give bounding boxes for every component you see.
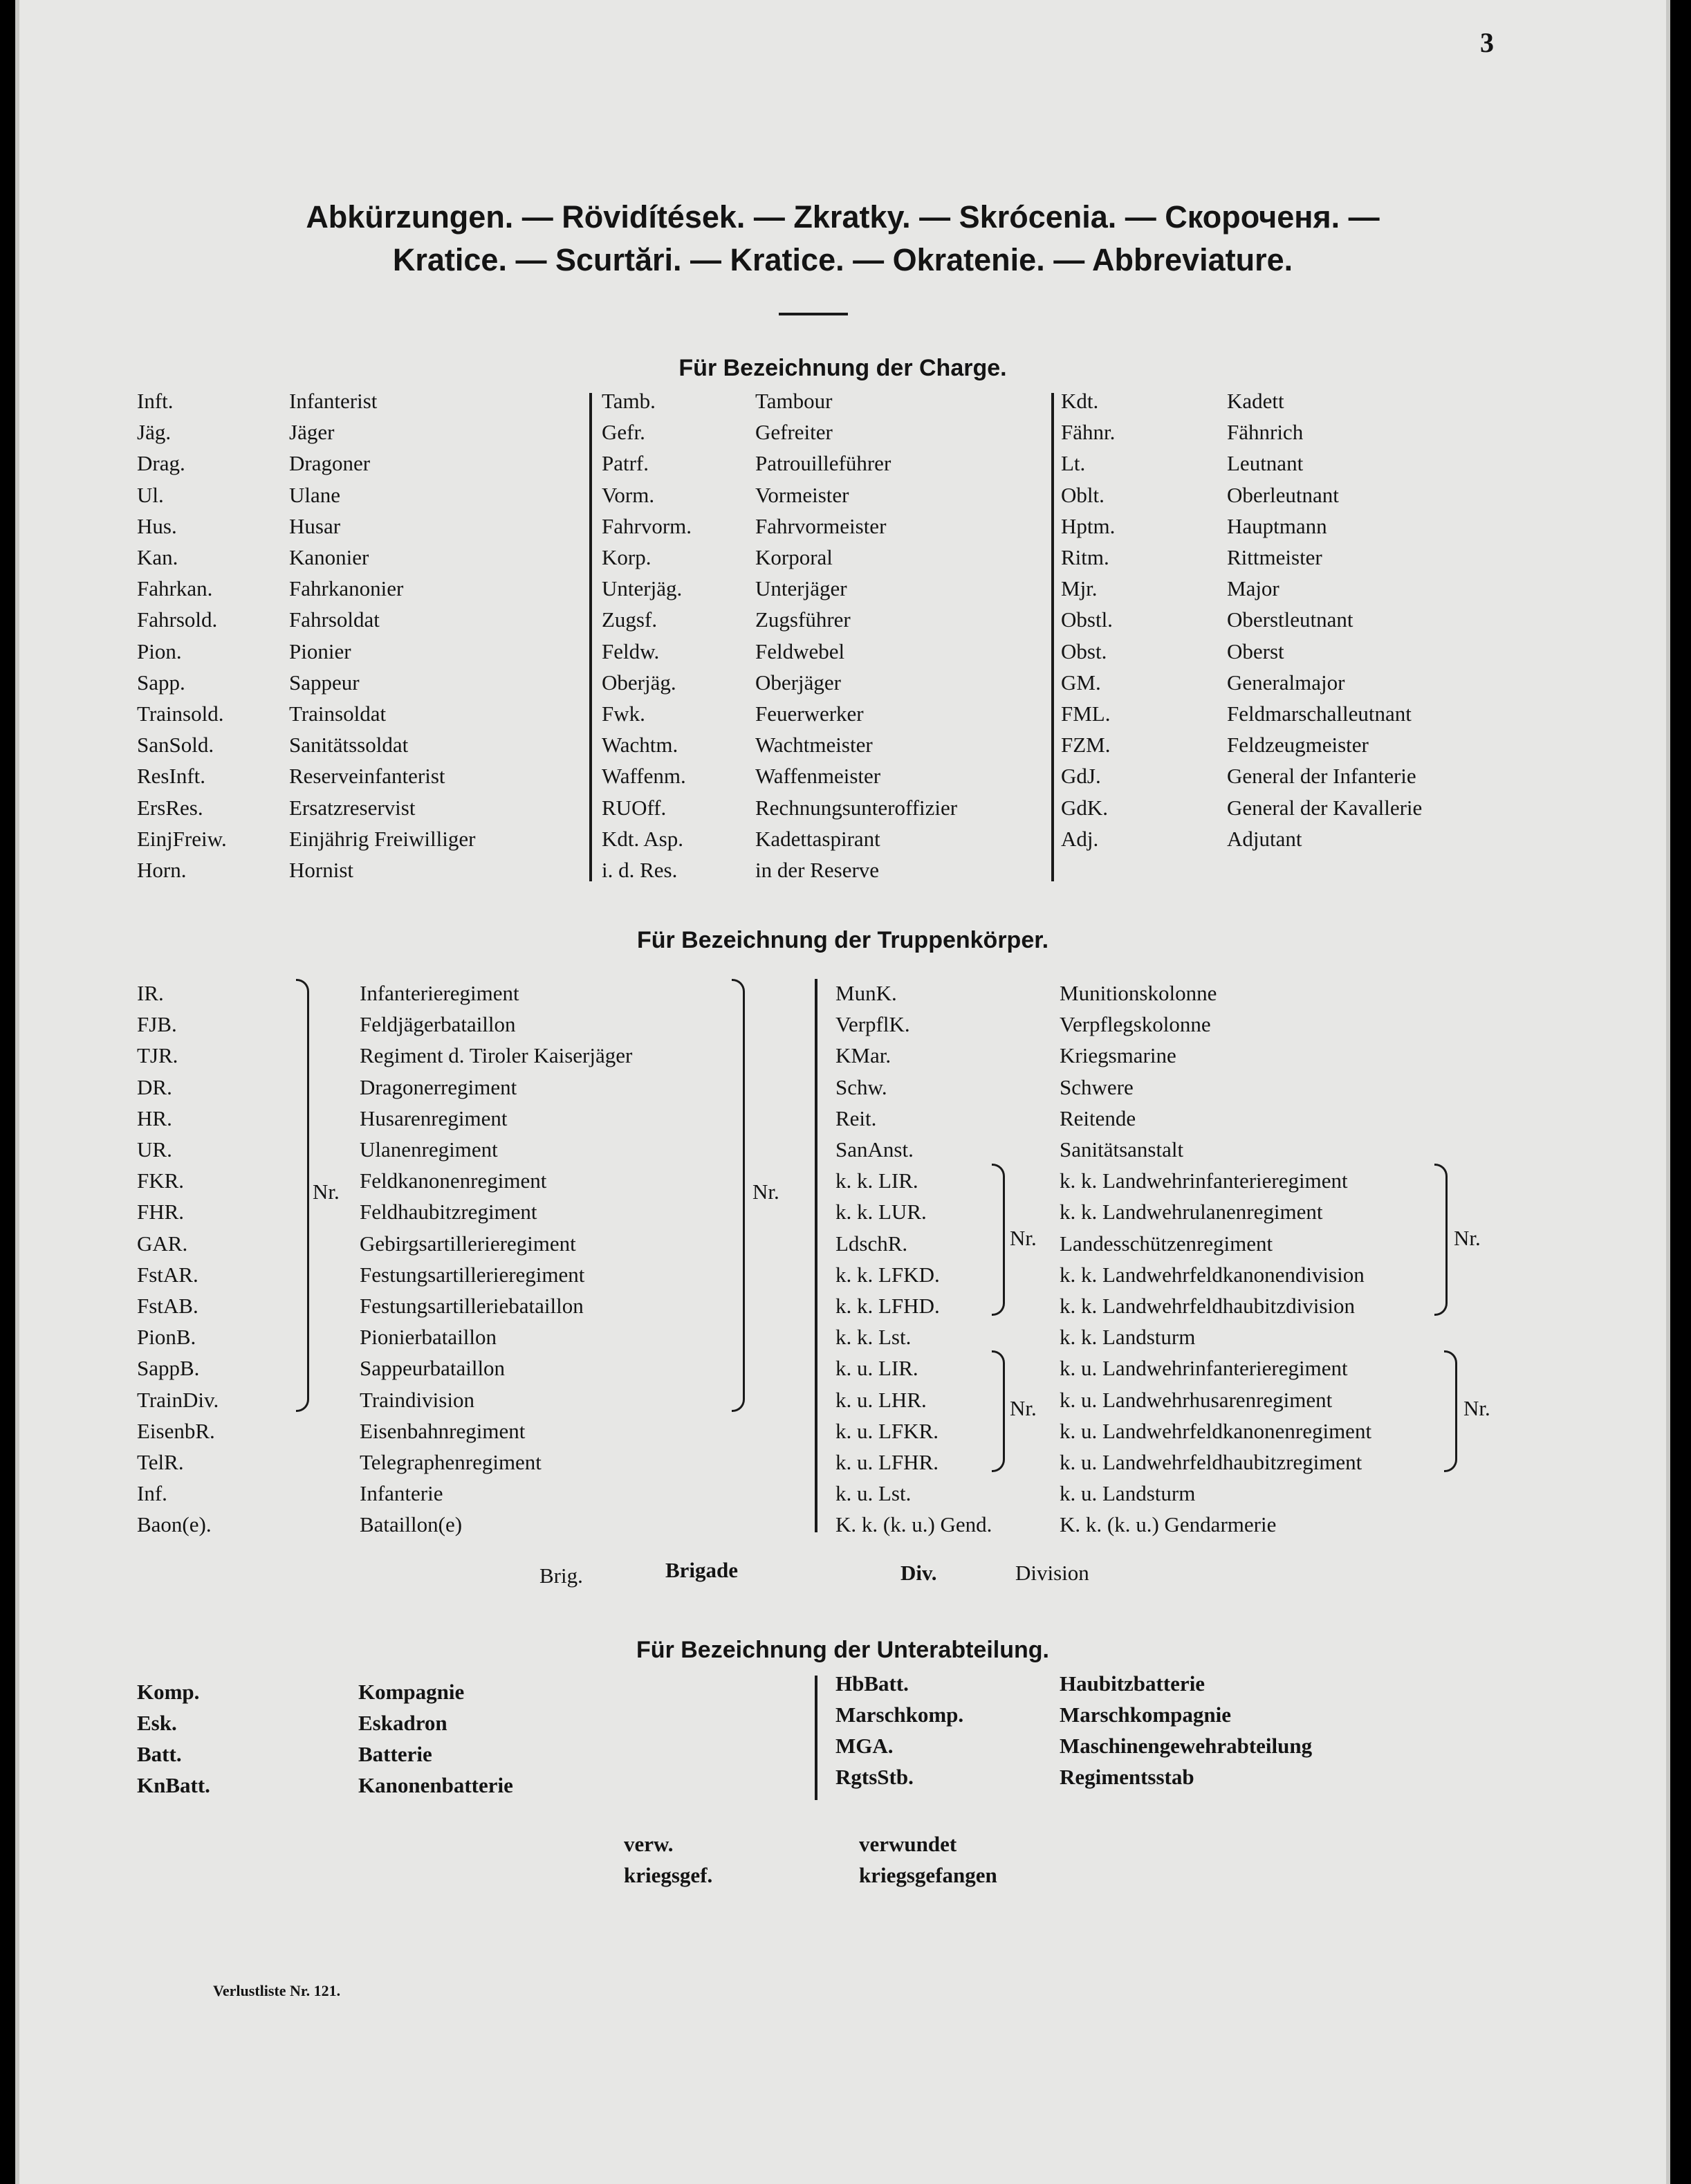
abbr-charge-col1: Drag.	[137, 451, 185, 476]
abbr-unter-extra: verw.	[624, 1832, 674, 1856]
abbr-charge-col2: Korp.	[602, 545, 652, 569]
full-charge-col2: Oberjäger	[755, 670, 841, 695]
abbr-truppen-right: k. k. LUR.	[835, 1200, 927, 1224]
right-page-edge	[1666, 0, 1670, 2184]
abbr-truppen-left: FKR.	[137, 1168, 185, 1193]
abbr-charge-col3: Lt.	[1061, 451, 1086, 476]
abbr-charge-col2: Unterjäg.	[602, 576, 683, 601]
full-truppen-left: Pionierbataillon	[360, 1325, 497, 1350]
abbr-charge-col2: Feldw.	[602, 639, 660, 663]
full-truppen-right: Munitionskolonne	[1060, 981, 1217, 1005]
full-charge-col3: Feldzeugmeister	[1227, 733, 1369, 758]
abbr-charge-col1: Trainsold.	[137, 701, 224, 726]
full-charge-col2: Tambour	[755, 389, 833, 413]
abbr-truppen-right: k. k. LIR.	[835, 1168, 918, 1193]
abbr-charge-col3: Adj.	[1061, 826, 1099, 851]
full-charge-col1: Ulane	[289, 482, 341, 507]
full-charge-col1: Ersatzreservist	[289, 795, 416, 820]
brace-ku-group-right	[1444, 1350, 1457, 1472]
full-truppen-right: k. k. Landsturm	[1060, 1325, 1196, 1350]
abbr-truppen-left: SappB.	[137, 1356, 200, 1381]
left-page-edge	[15, 0, 19, 2184]
abbr-truppen-right: k. k. LFKD.	[835, 1262, 940, 1287]
full-truppen-left: Infanterie	[360, 1481, 443, 1506]
abbr-charge-col1: Ul.	[137, 482, 164, 507]
full-truppen-right: Verpflegskolonne	[1060, 1012, 1211, 1037]
abbr-truppen-right: KMar.	[835, 1043, 891, 1068]
abbr-charge-col2: Waffenm.	[602, 764, 686, 789]
full-charge-col1: Sanitätssoldat	[289, 733, 409, 758]
full-charge-col1: Kanonier	[289, 545, 369, 569]
abbr-charge-col3: GdJ.	[1061, 764, 1101, 789]
abbr-charge-col2: Gefr.	[602, 420, 645, 445]
full-truppen-left: Infanterieregiment	[360, 981, 519, 1005]
nr-label-kk-right: Nr.	[1454, 1226, 1481, 1250]
full-truppen-right: Schwere	[1060, 1074, 1134, 1099]
full-truppen-right: k. u. Landwehrfeldhaubitzregiment	[1060, 1450, 1362, 1474]
full-truppen-left: Dragonerregiment	[360, 1074, 517, 1099]
full-charge-col1: Fahrsoldat	[289, 607, 380, 632]
abbr-unter-right: HbBatt.	[835, 1671, 909, 1696]
full-charge-col2: Vormeister	[755, 482, 849, 507]
document-page	[15, 0, 1670, 2184]
abbr-truppen-right: SanAnst.	[835, 1137, 914, 1162]
charge-heading: Für Bezeichnung der Charge.	[678, 355, 1007, 381]
abbr-truppen-right: k. u. LFKR.	[835, 1418, 939, 1443]
full-charge-col2: Zugsführer	[755, 607, 851, 632]
full-charge-col1: Einjährig Freiwilliger	[289, 826, 476, 851]
full-truppen-left: Regiment d. Tiroler Kaiserjäger	[360, 1043, 633, 1068]
abbr-truppen-left: Inf.	[137, 1481, 167, 1506]
abbr-truppen-right: k. k. Lst.	[835, 1325, 912, 1350]
full-charge-col3: Fähnrich	[1227, 420, 1304, 445]
abbr-charge-col2: i. d. Res.	[602, 858, 678, 882]
full-truppen-left: Telegraphenregiment	[360, 1450, 542, 1474]
abbr-charge-col2: Fwk.	[602, 701, 645, 726]
full-charge-col1: Infanterist	[289, 389, 378, 413]
abbr-charge-col2: Patrf.	[602, 451, 649, 476]
abbr-charge-col2: RUOff.	[602, 795, 667, 820]
full-charge-col3: General der Kavallerie	[1227, 795, 1423, 820]
brace-kk-group-right	[1434, 1164, 1448, 1316]
abbr-truppen-right: k. u. LFHR.	[835, 1450, 939, 1474]
full-truppen-right: Landesschützenregiment	[1060, 1231, 1273, 1256]
abbr-truppen-left: DR.	[137, 1074, 172, 1099]
div-abbr: Div.	[900, 1561, 937, 1585]
full-truppen-right: k. u. Landwehrhusarenregiment	[1060, 1387, 1333, 1412]
nr-label-ku-right: Nr.	[1463, 1396, 1490, 1420]
full-unter-left: Kanonenbatterie	[358, 1773, 513, 1797]
full-truppen-right: k. k. Landwehrfeldhaubitzdivision	[1060, 1294, 1356, 1318]
abbr-truppen-right: Schw.	[835, 1074, 887, 1099]
abbr-charge-col1: Fahrkan.	[137, 576, 213, 601]
brig-full: Brigade	[665, 1558, 739, 1582]
full-charge-col3: Oberstleutnant	[1227, 607, 1353, 632]
full-charge-col2: Waffenmeister	[755, 764, 881, 789]
full-unter-extra: kriegsgefangen	[859, 1863, 997, 1887]
full-charge-col1: Sappeur	[289, 670, 360, 695]
abbr-charge-col1: Pion.	[137, 639, 182, 663]
full-charge-col1: Hornist	[289, 858, 353, 882]
abbr-truppen-left: IR.	[137, 981, 164, 1005]
brace-ku-group	[992, 1350, 1005, 1472]
abbr-charge-col1: Sapp.	[137, 670, 185, 695]
unter-heading: Für Bezeichnung der Unterabteilung.	[636, 1637, 1049, 1663]
full-truppen-left: Husarenregiment	[360, 1105, 508, 1130]
full-charge-col1: Pionier	[289, 639, 351, 663]
full-truppen-left: Eisenbahnregiment	[360, 1418, 526, 1443]
abbr-charge-col2: Tamb.	[602, 389, 656, 413]
abbr-charge-col1: EinjFreiw.	[137, 826, 227, 851]
abbr-unter-extra: kriegsgef.	[624, 1863, 713, 1887]
full-truppen-left: Feldjägerbataillon	[360, 1012, 516, 1037]
full-charge-col3: Rittmeister	[1227, 545, 1322, 569]
full-truppen-right: Reitende	[1060, 1105, 1136, 1130]
abbr-truppen-left: TrainDiv.	[137, 1387, 219, 1412]
abbr-unter-left: KnBatt.	[137, 1773, 210, 1797]
full-charge-col1: Dragoner	[289, 451, 371, 476]
full-charge-col2: Patrouilleführer	[755, 451, 891, 476]
abbr-truppen-left: GAR.	[137, 1231, 188, 1256]
full-truppen-right: Sanitätsanstalt	[1060, 1137, 1184, 1162]
abbr-charge-col1: Inft.	[137, 389, 174, 413]
full-charge-col2: Korporal	[755, 545, 833, 569]
full-charge-col3: Feldmarschalleutnant	[1227, 701, 1412, 726]
full-truppen-right: k. k. Landwehrinfanterieregiment	[1060, 1168, 1348, 1193]
full-charge-col1: Fahrkanonier	[289, 576, 404, 601]
full-truppen-left: Ulanenregiment	[360, 1137, 498, 1162]
full-charge-col3: Hauptmann	[1227, 513, 1327, 538]
truppen-separator	[815, 979, 817, 1532]
full-charge-col2: Fahrvormeister	[755, 513, 887, 538]
abbr-charge-col3: Ritm.	[1061, 545, 1109, 569]
full-charge-col3: Major	[1227, 576, 1279, 601]
abbr-truppen-right: k. u. LIR.	[835, 1356, 918, 1381]
full-truppen-right: K. k. (k. u.) Gendarmerie	[1060, 1512, 1277, 1537]
abbr-charge-col2: Fahrvorm.	[602, 513, 692, 538]
abbr-truppen-left: FJB.	[137, 1012, 177, 1037]
full-truppen-left: Traindivision	[360, 1387, 474, 1412]
full-unter-left: Batterie	[358, 1742, 432, 1766]
abbr-unter-right: RgtsStb.	[835, 1765, 914, 1789]
charge-separator-2	[1051, 393, 1054, 881]
full-charge-col1: Husar	[289, 513, 341, 538]
full-charge-col3: Oberleutnant	[1227, 482, 1339, 507]
full-charge-col3: Leutnant	[1227, 451, 1304, 476]
full-charge-col2: Unterjäger	[755, 576, 847, 601]
abbr-truppen-left: FHR.	[137, 1200, 185, 1224]
full-charge-col3: General der Infanterie	[1227, 764, 1416, 789]
abbr-charge-col1: ErsRes.	[137, 795, 203, 820]
brig-abbr: Brig.	[539, 1563, 583, 1588]
abbr-truppen-right: LdschR.	[835, 1231, 908, 1256]
full-charge-col1: Jäger	[289, 420, 335, 445]
full-truppen-left: Feldkanonenregiment	[360, 1168, 547, 1193]
abbr-charge-col1: ResInft.	[137, 764, 206, 789]
full-truppen-left: Gebirgsartillerieregiment	[360, 1231, 576, 1256]
abbr-charge-col2: Wachtm.	[602, 733, 678, 758]
full-truppen-right: Kriegsmarine	[1060, 1043, 1176, 1068]
title-divider	[779, 313, 848, 315]
abbr-truppen-left: UR.	[137, 1137, 172, 1162]
full-truppen-right: k. u. Landwehrinfanterieregiment	[1060, 1356, 1348, 1381]
full-charge-col1: Trainsoldat	[289, 701, 387, 726]
abbr-truppen-right: k. u. Lst.	[835, 1481, 912, 1506]
abbr-charge-col3: Obstl.	[1061, 607, 1113, 632]
abbr-charge-col1: Hus.	[137, 513, 177, 538]
truppen-heading: Für Bezeichnung der Truppenkörper.	[636, 927, 1049, 953]
footer-text: Verlustliste Nr. 121.	[213, 1982, 341, 1999]
full-unter-right: Haubitzbatterie	[1060, 1671, 1205, 1696]
full-truppen-right: k. k. Landwehrfeldkanonendivision	[1060, 1262, 1365, 1287]
abbr-charge-col2: Oberjäg.	[602, 670, 676, 695]
abbr-unter-right: Marschkomp.	[835, 1703, 964, 1727]
nr-label-ku: Nr.	[1010, 1396, 1037, 1420]
full-charge-col2: Kadettaspirant	[755, 826, 880, 851]
abbr-charge-col3: Oblt.	[1061, 482, 1105, 507]
full-charge-col2: Rechnungsunteroffizier	[755, 795, 958, 820]
abbr-charge-col2: Vorm.	[602, 482, 655, 507]
abbr-charge-col2: Kdt. Asp.	[602, 826, 683, 851]
full-charge-col2: Feldwebel	[755, 639, 845, 663]
abbr-truppen-left: PionB.	[137, 1325, 196, 1350]
full-charge-col2: in der Reserve	[755, 858, 880, 882]
nr-label-kk: Nr.	[1010, 1226, 1037, 1250]
full-charge-col1: Reserveinfanterist	[289, 764, 445, 789]
full-unter-right: Maschinengewehrabteilung	[1060, 1734, 1313, 1758]
nr-label-left: Nr.	[313, 1180, 340, 1204]
full-charge-col3: Oberst	[1227, 639, 1284, 663]
abbr-unter-left: Batt.	[137, 1742, 182, 1766]
full-charge-col3: Adjutant	[1227, 826, 1302, 851]
nr-label-middle: Nr.	[752, 1180, 779, 1204]
abbr-truppen-left: HR.	[137, 1105, 172, 1130]
full-truppen-left: Sappeurbataillon	[360, 1356, 506, 1381]
abbr-charge-col3: FZM.	[1061, 733, 1111, 758]
abbr-truppen-left: TelR.	[137, 1450, 184, 1474]
brace-middle-group	[732, 979, 745, 1412]
abbr-charge-col2: Zugsf.	[602, 607, 658, 632]
full-truppen-right: k. k. Landwehrulanenregiment	[1060, 1200, 1323, 1224]
unter-separator	[815, 1676, 817, 1800]
abbr-charge-col3: Obst.	[1061, 639, 1107, 663]
full-unter-right: Regimentsstab	[1060, 1765, 1194, 1789]
abbr-truppen-right: k. u. LHR.	[835, 1387, 927, 1412]
title-line-1: Abkürzungen. — Rövidítések. — Zkratky. — Skrócenia. — Скороченя. —	[306, 199, 1380, 235]
abbr-charge-col1: Fahrsold.	[137, 607, 218, 632]
brace-kk-group	[992, 1164, 1005, 1316]
abbr-truppen-right: MunK.	[835, 981, 897, 1005]
abbr-charge-col3: Mjr.	[1061, 576, 1098, 601]
abbr-unter-left: Komp.	[137, 1680, 200, 1704]
full-truppen-left: Bataillon(e)	[360, 1512, 463, 1537]
full-truppen-right: k. u. Landwehrfeldkanonenregiment	[1060, 1418, 1372, 1443]
full-truppen-left: Feldhaubitzregiment	[360, 1200, 537, 1224]
full-charge-col3: Kadett	[1227, 389, 1284, 413]
abbr-charge-col1: Jäg.	[137, 420, 172, 445]
abbr-truppen-right: Reit.	[835, 1105, 877, 1130]
abbr-truppen-right: k. k. LFHD.	[835, 1294, 940, 1318]
full-truppen-right: k. u. Landsturm	[1060, 1481, 1196, 1506]
full-unter-left: Kompagnie	[358, 1680, 465, 1704]
abbr-truppen-left: FstAR.	[137, 1262, 198, 1287]
full-unter-left: Eskadron	[358, 1711, 447, 1735]
abbr-charge-col1: SanSold.	[137, 733, 214, 758]
abbr-charge-col3: Hptm.	[1061, 513, 1116, 538]
abbr-charge-col3: FML.	[1061, 701, 1111, 726]
abbr-charge-col3: Kdt.	[1061, 389, 1099, 413]
abbr-truppen-right: K. k. (k. u.) Gend.	[835, 1512, 992, 1537]
abbr-unter-left: Esk.	[137, 1711, 177, 1735]
full-unter-right: Marschkompagnie	[1060, 1703, 1231, 1727]
full-charge-col2: Wachtmeister	[755, 733, 873, 758]
abbr-truppen-left: EisenbR.	[137, 1418, 215, 1443]
full-unter-extra: verwundet	[859, 1832, 957, 1856]
abbr-unter-right: MGA.	[835, 1734, 894, 1758]
brace-left-group	[296, 979, 309, 1412]
abbr-truppen-left: FstAB.	[137, 1294, 198, 1318]
full-charge-col3: Generalmajor	[1227, 670, 1345, 695]
full-truppen-left: Festungsartilleriebataillon	[360, 1294, 584, 1318]
abbr-truppen-left: Baon(e).	[137, 1512, 212, 1537]
full-truppen-left: Festungsartillerieregiment	[360, 1262, 585, 1287]
title-line-2: Kratice. — Scurtări. — Kratice. — Okratenie. — Abbreviature.	[392, 242, 1293, 277]
abbr-charge-col3: GM.	[1061, 670, 1101, 695]
div-full: Division	[1015, 1561, 1089, 1585]
abbr-charge-col1: Horn.	[137, 858, 187, 882]
abbr-truppen-left: TJR.	[137, 1043, 178, 1068]
abbr-charge-col3: Fähnr.	[1061, 420, 1116, 445]
abbr-truppen-right: VerpflK.	[835, 1012, 910, 1037]
charge-separator-1	[589, 393, 592, 881]
abbr-charge-col1: Kan.	[137, 545, 178, 569]
full-charge-col2: Gefreiter	[755, 420, 833, 445]
full-charge-col2: Feuerwerker	[755, 701, 864, 726]
page-number: 3	[1480, 27, 1494, 58]
abbr-charge-col3: GdK.	[1061, 795, 1109, 820]
